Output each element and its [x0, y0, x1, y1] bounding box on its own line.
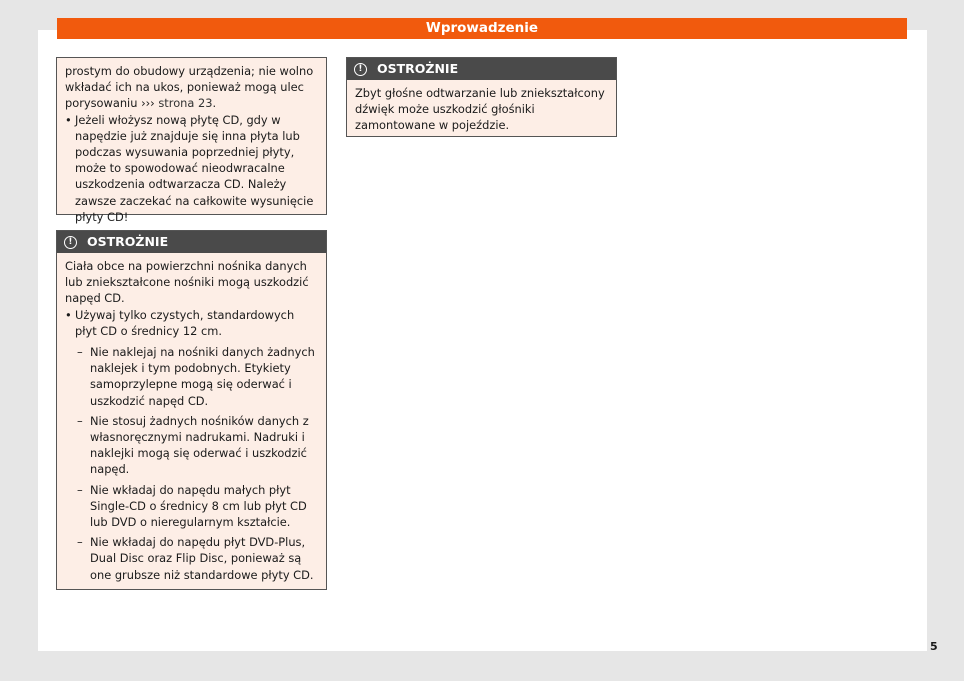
dash-marker: –	[77, 413, 83, 428]
bullet-marker: •	[65, 307, 72, 322]
list-item	[77, 344, 319, 409]
list-item	[77, 413, 319, 478]
page-number: 5	[930, 640, 938, 653]
warning-bullet-text: Używaj tylko czystych, standardowych płyt CD o średnicy 12 cm.	[75, 307, 295, 338]
warning-text: Zbyt głośne odtwarzanie lub zniekształcony dźwięk może uszkodzić głośniki zamontowane w pojeździe.	[355, 86, 605, 133]
warning-icon: !	[64, 236, 77, 249]
dash-marker: –	[77, 482, 83, 497]
list-item-text: Nie naklejaj na nośniki danych żadnych naklejek i tym podobnych. Etykiety samoprzylepne mogą się oderwać i uszkodzić napęd CD.	[90, 345, 315, 408]
warning-header	[57, 231, 326, 253]
warning-bullet	[65, 307, 319, 339]
warning-heading: OSTROŻNIE	[377, 61, 459, 76]
warning-heading: OSTROŻNIE	[87, 234, 169, 249]
warning-box-left	[56, 230, 327, 590]
list-item	[77, 534, 319, 583]
note-box	[56, 57, 327, 224]
dash-marker: –	[77, 345, 83, 360]
warning-icon: !	[354, 63, 367, 76]
note-bullet	[65, 112, 319, 225]
note-paragraph: prostym do obudowy urządzenia; nie wolno wkładać ich na ukos, ponieważ mogą ulec porysowaniu ››› strona 23.	[65, 64, 314, 111]
warning-box-right	[346, 57, 617, 137]
list-item-text: Nie stosuj żadnych nośników danych z własnoręcznymi nadrukami. Nadruki i naklejki mogą się oderwać i uszkodzić napęd.	[90, 413, 309, 477]
list-item	[77, 482, 319, 531]
warning-intro: Ciała obce na powierzchni nośnika danych lub zniekształcone nośniki mogą uszkodzić napęd CD.	[65, 259, 309, 306]
section-header: Wprowadzenie	[57, 18, 907, 39]
list-item-text: Nie wkładaj do napędu małych płyt Single-CD o średnicy 8 cm lub płyt CD lub DVD o nieregularnym kształcie.	[90, 482, 307, 530]
note-bullet-text: Jeżeli włożysz nową płytę CD, gdy w napędzie już znajduje się inna płyta lub podczas wysuwania poprzedniej płyty, może to spowodować nieodwracalne uszkodzenia odtwarzacza CD. Należy zawsze zaczekać na całkowite wysunięcie płyty CD!	[75, 112, 314, 224]
warning-header	[347, 58, 616, 80]
cross-reference-arrows: ›››	[141, 96, 155, 111]
list-item-text: Nie wkładaj do napędu płyt DVD-Plus, Dual Disc oraz Flip Disc, ponieważ są one grubsze niż standardowe płyty CD.	[90, 535, 314, 582]
page-link[interactable]: strona 23	[158, 96, 213, 111]
dash-marker: –	[77, 535, 83, 550]
bullet-marker: •	[65, 112, 72, 127]
